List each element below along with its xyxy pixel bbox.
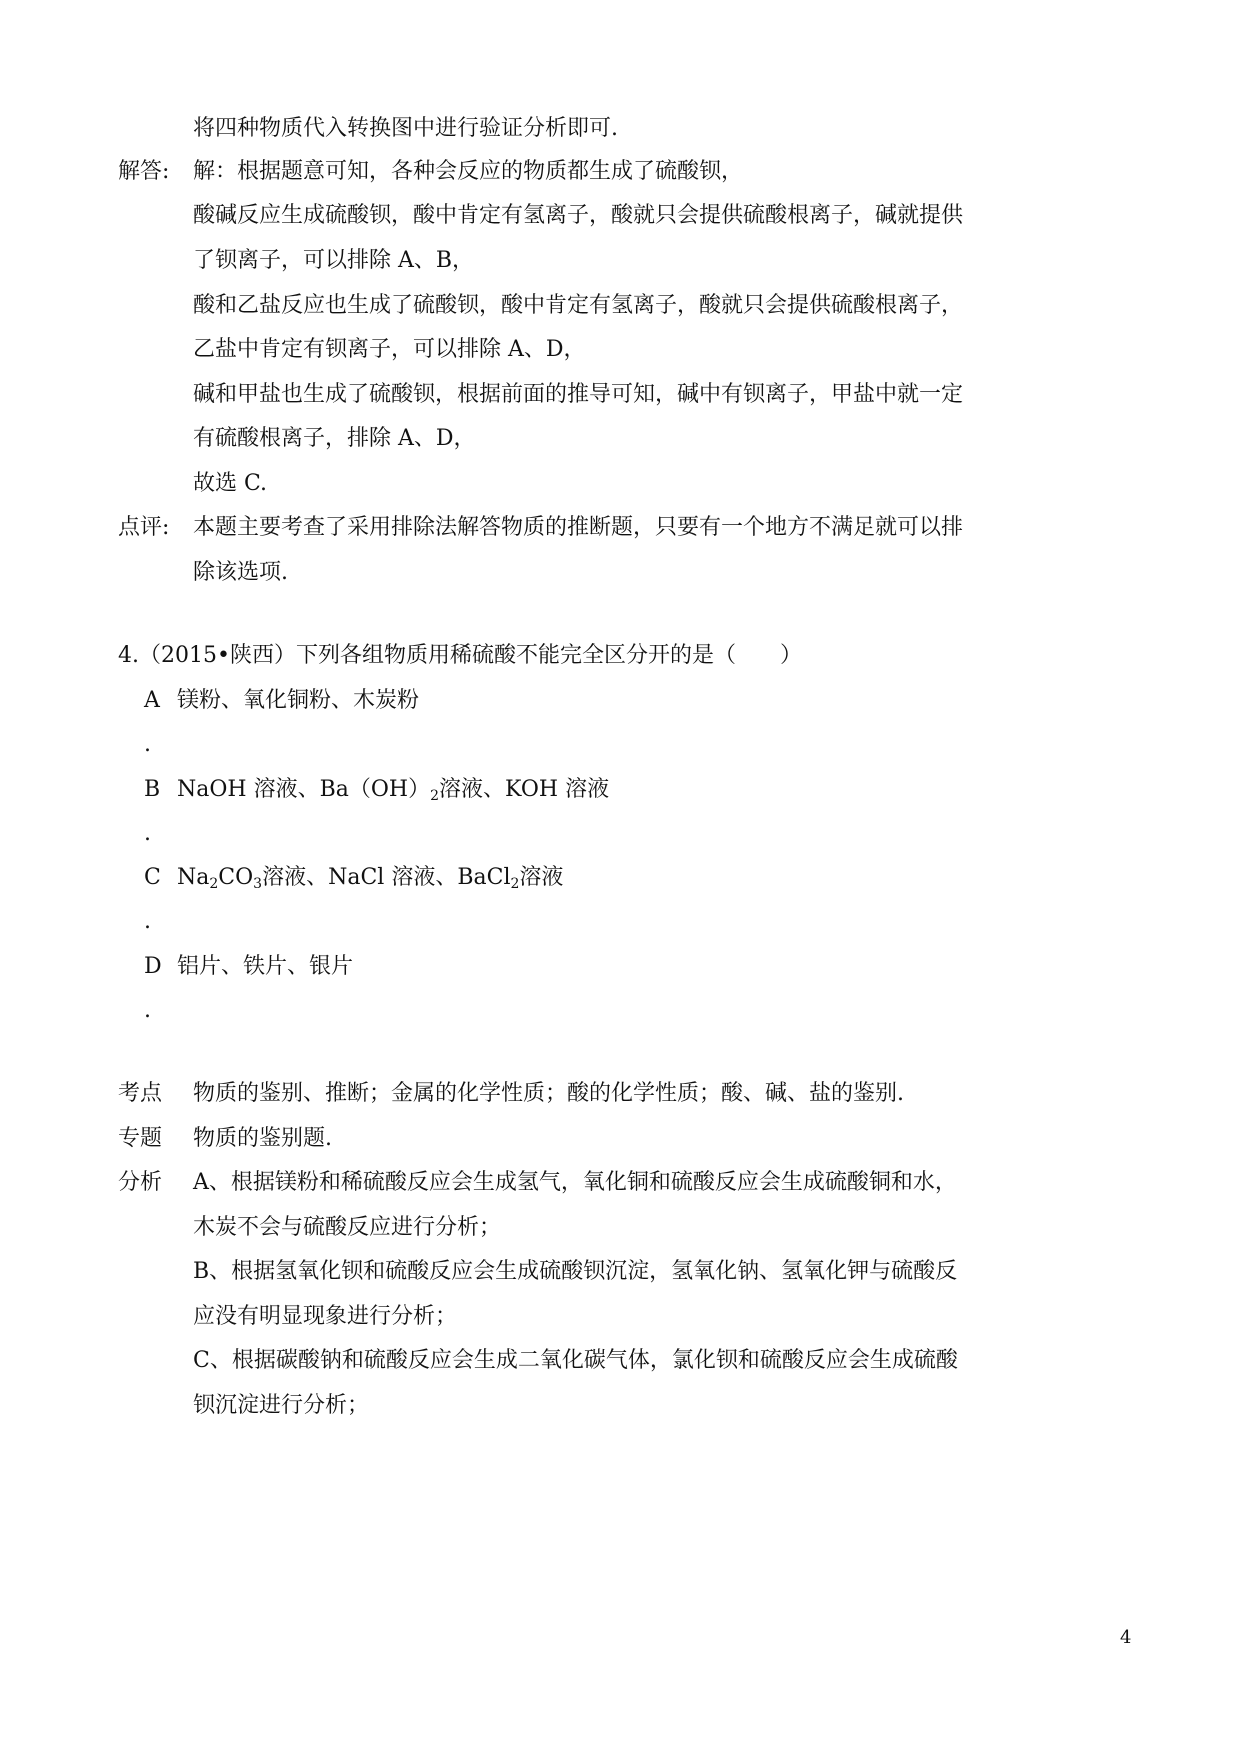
analysis-line: 钡沉淀进行分析；	[193, 1393, 370, 1418]
analysis-line: 应没有明显现象进行分析；	[193, 1304, 458, 1329]
answer-line: 酸和乙盐反应也生成了硫酸钡，酸中肯定有氢离子，酸就只会提供硫酸根离子，	[193, 293, 964, 318]
option-dot: .	[144, 732, 151, 757]
page-number: 4	[1120, 1627, 1132, 1648]
analysis-label: 分析	[118, 1170, 163, 1195]
option-text: 镁粉、氧化铜粉、木炭粉	[177, 688, 420, 713]
analysis-line: B、根据氢氧化钡和硫酸反应会生成硫酸钡沉淀，氢氧化钠、氢氧化钾与硫酸反	[193, 1259, 958, 1284]
option-letter: D	[144, 954, 162, 979]
answer-label: 解答:	[118, 159, 170, 184]
analysis-line: 木炭不会与硫酸反应进行分析；	[193, 1215, 502, 1240]
topic-label: 专题	[118, 1126, 163, 1151]
answer-line: 解：根据题意可知，各种会反应的物质都生成了硫酸钡，	[193, 159, 744, 184]
analysis-tail: 将四种物质代入转换图中进行验证分析即可.	[193, 116, 618, 141]
answer-line: 乙盐中肯定有钡离子，可以排除 A、D，	[193, 337, 586, 362]
answer-line: 了钡离子，可以排除 A、B，	[193, 248, 475, 273]
option-dot: .	[144, 998, 151, 1023]
answer-line: 有硫酸根离子，排除 A、D，	[193, 426, 476, 451]
answer-line: 碱和甲盐也生成了硫酸钡，根据前面的推导可知，碱中有钡离子，甲盐中就一定	[193, 382, 964, 407]
option-text: 铝片、铁片、银片	[177, 954, 354, 979]
comment-label: 点评:	[118, 515, 170, 540]
point-label: 考点	[118, 1081, 163, 1106]
answer-line: 故选 C.	[193, 471, 268, 496]
option-text: NaOH 溶液、$Ba(OH)_2$溶液、KOH 溶液	[177, 777, 610, 804]
point-text: 物质的鉴别、推断；金属的化学性质；酸的化学性质；酸、碱、盐的鉴别.	[193, 1081, 904, 1106]
option-letter: C	[144, 865, 161, 890]
question-stem: 4.（2015•陕西）下列各组物质用稀硫酸不能完全区分开的是（ ）	[118, 643, 802, 668]
option-dot: .	[144, 909, 151, 934]
answer-line: 酸碱反应生成硫酸钡，酸中肯定有氢离子，酸就只会提供硫酸根离子，碱就提供	[193, 203, 964, 228]
analysis-line: A、根据镁粉和稀硫酸反应会生成氢气，氧化铜和硫酸反应会生成硫酸铜和水，	[193, 1170, 957, 1195]
option-letter: B	[144, 777, 161, 802]
option-letter: A	[144, 688, 160, 713]
option-dot: .	[144, 821, 151, 846]
comment-line: 除该选项.	[193, 560, 288, 585]
comment-line: 本题主要考查了采用排除法解答物质的推断题，只要有一个地方不满足就可以排	[193, 515, 964, 540]
option-text: $Na_2CO_3$溶液、NaCl 溶液、BaCl$_2$溶液	[177, 865, 564, 892]
topic-text: 物质的鉴别题.	[193, 1126, 332, 1151]
analysis-line: C、根据碳酸钠和硫酸反应会生成二氧化碳气体，氯化钡和硫酸反应会生成硫酸	[193, 1348, 958, 1373]
